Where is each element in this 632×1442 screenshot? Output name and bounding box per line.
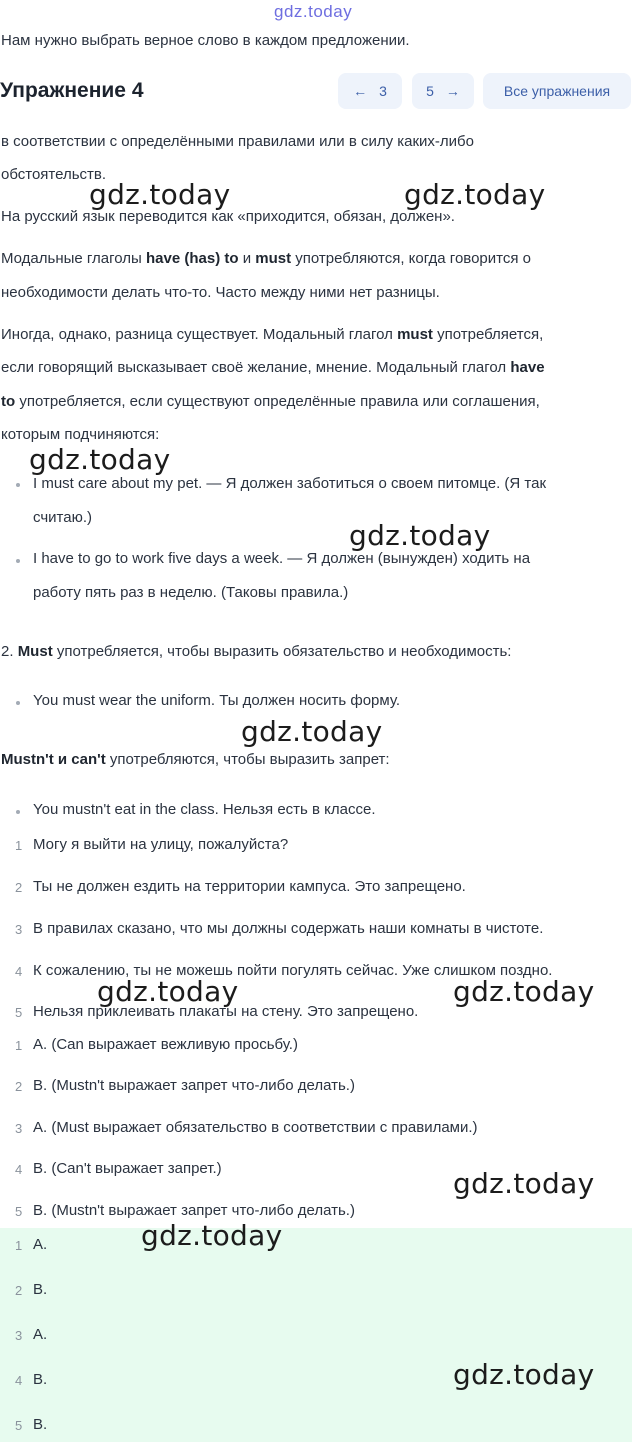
answer-item: B. bbox=[33, 1281, 48, 1298]
answer-item: B. bbox=[33, 1416, 48, 1433]
answer-number: 2 bbox=[15, 1283, 23, 1298]
watermark: gdz.today bbox=[141, 1219, 283, 1252]
watermark: gdz.today bbox=[29, 443, 171, 476]
example-item: I must care about my pet. — Я должен заботиться о своем питомце. (Я так bbox=[33, 475, 547, 492]
list-item: В правилах сказано, что мы должны содержать наши комнаты в чистоте. bbox=[33, 920, 544, 937]
list-item: К сожалению, ты не можешь пойти погулять сейчас. Уже слишком поздно. bbox=[33, 962, 553, 979]
list-number: 2 bbox=[15, 880, 23, 895]
answer-item: A. bbox=[33, 1326, 48, 1343]
answer-number: 1 bbox=[15, 1238, 23, 1253]
answer-item: A. bbox=[33, 1236, 48, 1253]
site-logo[interactable]: gdz.today bbox=[274, 2, 353, 21]
example-item: You mustn't eat in the class. Нельзя есть в классе. bbox=[33, 801, 376, 818]
arrow-right-icon: → bbox=[445, 83, 460, 99]
theory-line: в соответствии с определёнными правилами или в силу каких-либо bbox=[1, 133, 474, 150]
list-number: 3 bbox=[15, 1121, 23, 1136]
theory-line: Модальные глаголы have (has) to и must употребляются, когда говорится о bbox=[1, 250, 531, 267]
example-item: работу пять раз в неделю. (Таковы правила.) bbox=[33, 584, 349, 601]
list-item: A. (Must выражает обязательство в соответствии с правилами.) bbox=[33, 1119, 478, 1136]
answer-number: 3 bbox=[15, 1328, 23, 1343]
theory-line: На русский язык переводится как «приходится, обязан, должен». bbox=[1, 208, 455, 225]
list-number: 1 bbox=[15, 838, 23, 853]
example-item: I have to go to work five days a week. — Я должен (вынужден) ходить на bbox=[33, 550, 531, 567]
watermark: gdz.today bbox=[404, 178, 546, 211]
list-number: 5 bbox=[15, 1005, 23, 1020]
watermark: gdz.today bbox=[453, 975, 595, 1008]
answer-block bbox=[0, 1228, 632, 1442]
example-item: You must wear the uniform. Ты должен носить форму. bbox=[33, 692, 401, 709]
theory-line: to употребляется, если существуют определённые правила или соглашения, bbox=[1, 393, 540, 410]
list-item: Нельзя приклеивать плакаты на стену. Это запрещено. bbox=[33, 1003, 419, 1020]
list-number: 5 bbox=[15, 1204, 23, 1219]
list-item: A. (Can выражает вежливую просьбу.) bbox=[33, 1036, 298, 1053]
list-number: 1 bbox=[15, 1038, 23, 1053]
list-item: B. (Mustn't выражает запрет что-либо делать.) bbox=[33, 1077, 355, 1094]
prev-exercise-label: 3 bbox=[379, 83, 387, 99]
list-item: B. (Mustn't выражает запрет что-либо делать.) bbox=[33, 1202, 355, 1219]
watermark: gdz.today bbox=[453, 1167, 595, 1200]
list-item: Ты не должен ездить на территории кампуса. Это запрещено. bbox=[33, 878, 466, 895]
example-item: считаю.) bbox=[33, 509, 92, 526]
watermark: gdz.today bbox=[241, 715, 383, 748]
next-exercise-label: 5 bbox=[426, 83, 434, 99]
all-exercises-label: Все упражнения bbox=[503, 83, 611, 99]
list-item: Могу я выйти на улицу, пожалуйста? bbox=[33, 836, 289, 853]
bullet-dot bbox=[16, 701, 20, 705]
list-item: B. (Can't выражает запрет.) bbox=[33, 1160, 222, 1177]
next-exercise-button[interactable] bbox=[412, 73, 474, 109]
list-number: 2 bbox=[15, 1079, 23, 1094]
list-number: 4 bbox=[15, 1162, 23, 1177]
theory-line: 2. Must употребляется, чтобы выразить обязательство и необходимость: bbox=[1, 643, 512, 660]
theory-line: обстоятельств. bbox=[1, 166, 107, 183]
answer-item: B. bbox=[33, 1371, 48, 1388]
all-exercises-button[interactable] bbox=[483, 73, 631, 109]
bullet-dot bbox=[16, 559, 20, 563]
arrow-left-icon: ← bbox=[353, 83, 368, 99]
watermark: gdz.today bbox=[453, 1358, 595, 1391]
watermark: gdz.today bbox=[89, 178, 231, 211]
exercise-intro: Нам нужно выбрать верное слово в каждом предложении. bbox=[1, 32, 410, 49]
theory-line: если говорящий высказывает своё желание, мнение. Модальный глагол have bbox=[1, 359, 545, 376]
prev-exercise-button[interactable] bbox=[338, 73, 402, 109]
answer-number: 4 bbox=[15, 1373, 23, 1388]
theory-line: необходимости делать что-то. Часто между ними нет разницы. bbox=[1, 284, 440, 301]
watermark: gdz.today bbox=[97, 975, 239, 1008]
bullet-dot bbox=[16, 483, 20, 487]
watermark: gdz.today bbox=[349, 519, 491, 552]
page-title: Упражнение 4 bbox=[0, 79, 144, 102]
bullet-dot bbox=[16, 810, 20, 814]
answer-number: 5 bbox=[15, 1418, 23, 1433]
list-number: 3 bbox=[15, 922, 23, 937]
theory-line: Иногда, однако, разница существует. Модальный глагол must употребляется, bbox=[1, 326, 544, 343]
list-number: 4 bbox=[15, 964, 23, 979]
theory-line: которым подчиняются: bbox=[1, 426, 160, 443]
theory-line: Mustn't и can't употребляются, чтобы выразить запрет: bbox=[1, 751, 390, 768]
